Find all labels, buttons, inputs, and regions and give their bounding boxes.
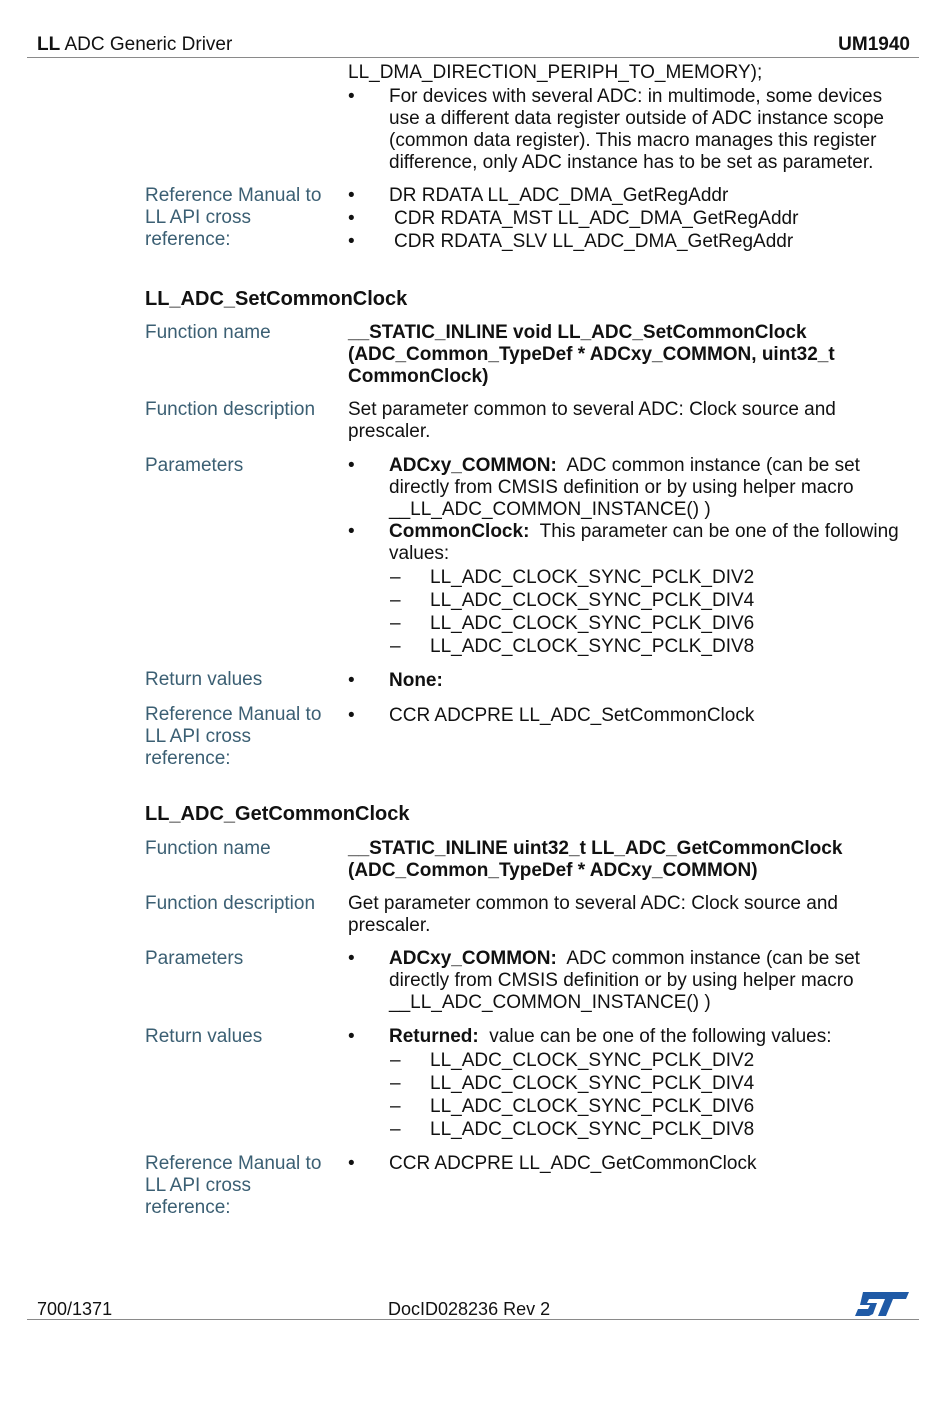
label-function-name: Function name	[145, 838, 271, 859]
param-desc-line: __LL_ADC_COMMON_INSTANCE() )	[389, 992, 711, 1013]
label-parameters: Parameters	[145, 455, 244, 476]
set-ref-label	[145, 704, 335, 770]
ref-label-line: reference:	[145, 748, 231, 769]
header-title	[37, 34, 232, 56]
param-desc-line: ADC common instance (can be set	[566, 455, 860, 476]
return-value: None:	[389, 670, 443, 691]
ref-label-line: Reference Manual to	[145, 185, 322, 206]
bullet-icon: •	[348, 208, 355, 229]
footer-rule	[27, 1319, 919, 1320]
description-line: prescaler.	[348, 421, 431, 442]
header-rule	[27, 57, 919, 58]
option-text: LL_ADC_CLOCK_SYNC_PCLK_DIV2	[430, 1050, 755, 1071]
signature-line: CommonClock)	[348, 366, 489, 387]
top-bullet-line: (common data register). This macro manages this register	[389, 130, 877, 151]
st-logo-icon	[855, 1290, 909, 1318]
top-ref-text: CDR RDATA_MST LL_ADC_DMA_GetRegAddr	[394, 208, 799, 229]
signature-line: __STATIC_INLINE void LL_ADC_SetCommonClock	[348, 322, 807, 343]
page-number: 700/1371	[37, 1299, 113, 1319]
top-cont-line: LL_DMA_DIRECTION_PERIPH_TO_MEMORY);	[348, 62, 763, 83]
label-parameters: Parameters	[145, 948, 244, 969]
top-ref-text: CDR RDATA_SLV LL_ADC_DMA_GetRegAddr	[394, 231, 794, 252]
ref-label-line: LL API cross	[145, 1175, 251, 1196]
dash-icon: –	[390, 636, 401, 657]
top-ref-text: DR RDATA LL_ADC_DMA_GetRegAddr	[389, 185, 729, 206]
param-text	[389, 948, 909, 1014]
label-function-description: Function description	[145, 893, 316, 914]
bullet-icon: •	[348, 455, 355, 476]
page-header	[37, 34, 910, 56]
top-bullet-text	[389, 86, 909, 174]
ref-label-line: LL API cross	[145, 726, 251, 747]
bullet-icon: •	[348, 86, 355, 107]
label-return-values: Return values	[145, 669, 263, 690]
param-desc-line: directly from CMSIS definition or by using helper macro	[389, 477, 854, 498]
get-ref-label	[145, 1153, 335, 1219]
option-text: LL_ADC_CLOCK_SYNC_PCLK_DIV6	[430, 1096, 755, 1117]
param-name: ADCxy_COMMON:	[389, 948, 557, 969]
option-text: LL_ADC_CLOCK_SYNC_PCLK_DIV6	[430, 613, 755, 634]
header-doc-code: UM1940	[838, 34, 910, 55]
param-desc-line: directly from CMSIS definition or by using helper macro	[389, 970, 854, 991]
param-text	[389, 521, 909, 565]
set-function-description	[348, 399, 908, 443]
get-function-signature	[348, 838, 908, 882]
dash-icon: –	[390, 1073, 401, 1094]
section-title-get-common-clock: LL_ADC_GetCommonClock	[145, 803, 410, 825]
top-bullet-line: For devices with several ADC: in multimode, some devices	[389, 86, 883, 107]
get-function-description	[348, 893, 908, 937]
dash-icon: –	[390, 1119, 401, 1140]
signature-line: (ADC_Common_TypeDef * ADCxy_COMMON, uint32_t	[348, 344, 835, 365]
dash-icon: –	[390, 613, 401, 634]
dash-icon: –	[390, 590, 401, 611]
header-title-text: ADC Generic Driver	[64, 34, 233, 55]
signature-line: (ADC_Common_TypeDef * ADCxy_COMMON)	[348, 860, 758, 881]
ref-text: CCR ADCPRE LL_ADC_SetCommonClock	[389, 705, 755, 726]
bullet-icon: •	[348, 185, 355, 206]
dash-icon: –	[390, 567, 401, 588]
ref-label-line: LL API cross	[145, 207, 251, 228]
param-desc-line: ADC common instance (can be set	[566, 948, 860, 969]
option-text: LL_ADC_CLOCK_SYNC_PCLK_DIV8	[430, 636, 755, 657]
param-desc-line: values:	[389, 543, 450, 564]
bullet-icon: •	[348, 1026, 355, 1047]
param-text	[389, 455, 909, 521]
label-function-description: Function description	[145, 399, 316, 420]
option-text: LL_ADC_CLOCK_SYNC_PCLK_DIV2	[430, 567, 755, 588]
bullet-icon: •	[348, 231, 355, 252]
param-name: CommonClock:	[389, 521, 530, 542]
dash-icon: –	[390, 1050, 401, 1071]
label-function-name: Function name	[145, 322, 271, 343]
option-text: LL_ADC_CLOCK_SYNC_PCLK_DIV4	[430, 590, 755, 611]
ref-label-line: reference:	[145, 1197, 231, 1218]
ref-label-line: Reference Manual to	[145, 1153, 322, 1174]
ref-label-line: Reference Manual to	[145, 704, 322, 725]
bullet-icon: •	[348, 948, 355, 969]
top-ref-label	[145, 185, 335, 251]
dash-icon: –	[390, 1096, 401, 1117]
param-desc-line: __LL_ADC_COMMON_INSTANCE() )	[389, 499, 711, 520]
bullet-icon: •	[348, 705, 355, 726]
signature-line: __STATIC_INLINE uint32_t LL_ADC_GetCommonClock	[348, 838, 843, 859]
description-line: Set parameter common to several ADC: Clock source and	[348, 399, 836, 420]
ref-label-line: reference:	[145, 229, 231, 250]
top-bullet-line: use a different data register outside of ADC instance scope	[389, 108, 885, 129]
description-line: Get parameter common to several ADC: Clock source and	[348, 893, 838, 914]
bullet-icon: •	[348, 1153, 355, 1174]
header-product: LL	[37, 34, 61, 55]
param-desc-line: This parameter can be one of the following	[539, 521, 899, 542]
description-line: prescaler.	[348, 915, 431, 936]
bullet-icon: •	[348, 670, 355, 691]
param-name: ADCxy_COMMON:	[389, 455, 557, 476]
option-text: LL_ADC_CLOCK_SYNC_PCLK_DIV4	[430, 1073, 755, 1094]
bullet-icon: •	[348, 521, 355, 542]
option-text: LL_ADC_CLOCK_SYNC_PCLK_DIV8	[430, 1119, 755, 1140]
label-return-values: Return values	[145, 1026, 263, 1047]
return-desc: value can be one of the following values:	[489, 1026, 832, 1047]
top-bullet-line: difference, only ADC instance has to be set as parameter.	[389, 152, 874, 173]
section-title-set-common-clock: LL_ADC_SetCommonClock	[145, 288, 408, 310]
ref-text: CCR ADCPRE LL_ADC_GetCommonClock	[389, 1153, 757, 1174]
set-function-signature	[348, 322, 908, 388]
doc-id: DocID028236 Rev 2	[388, 1299, 551, 1319]
return-name: Returned:	[389, 1026, 479, 1047]
